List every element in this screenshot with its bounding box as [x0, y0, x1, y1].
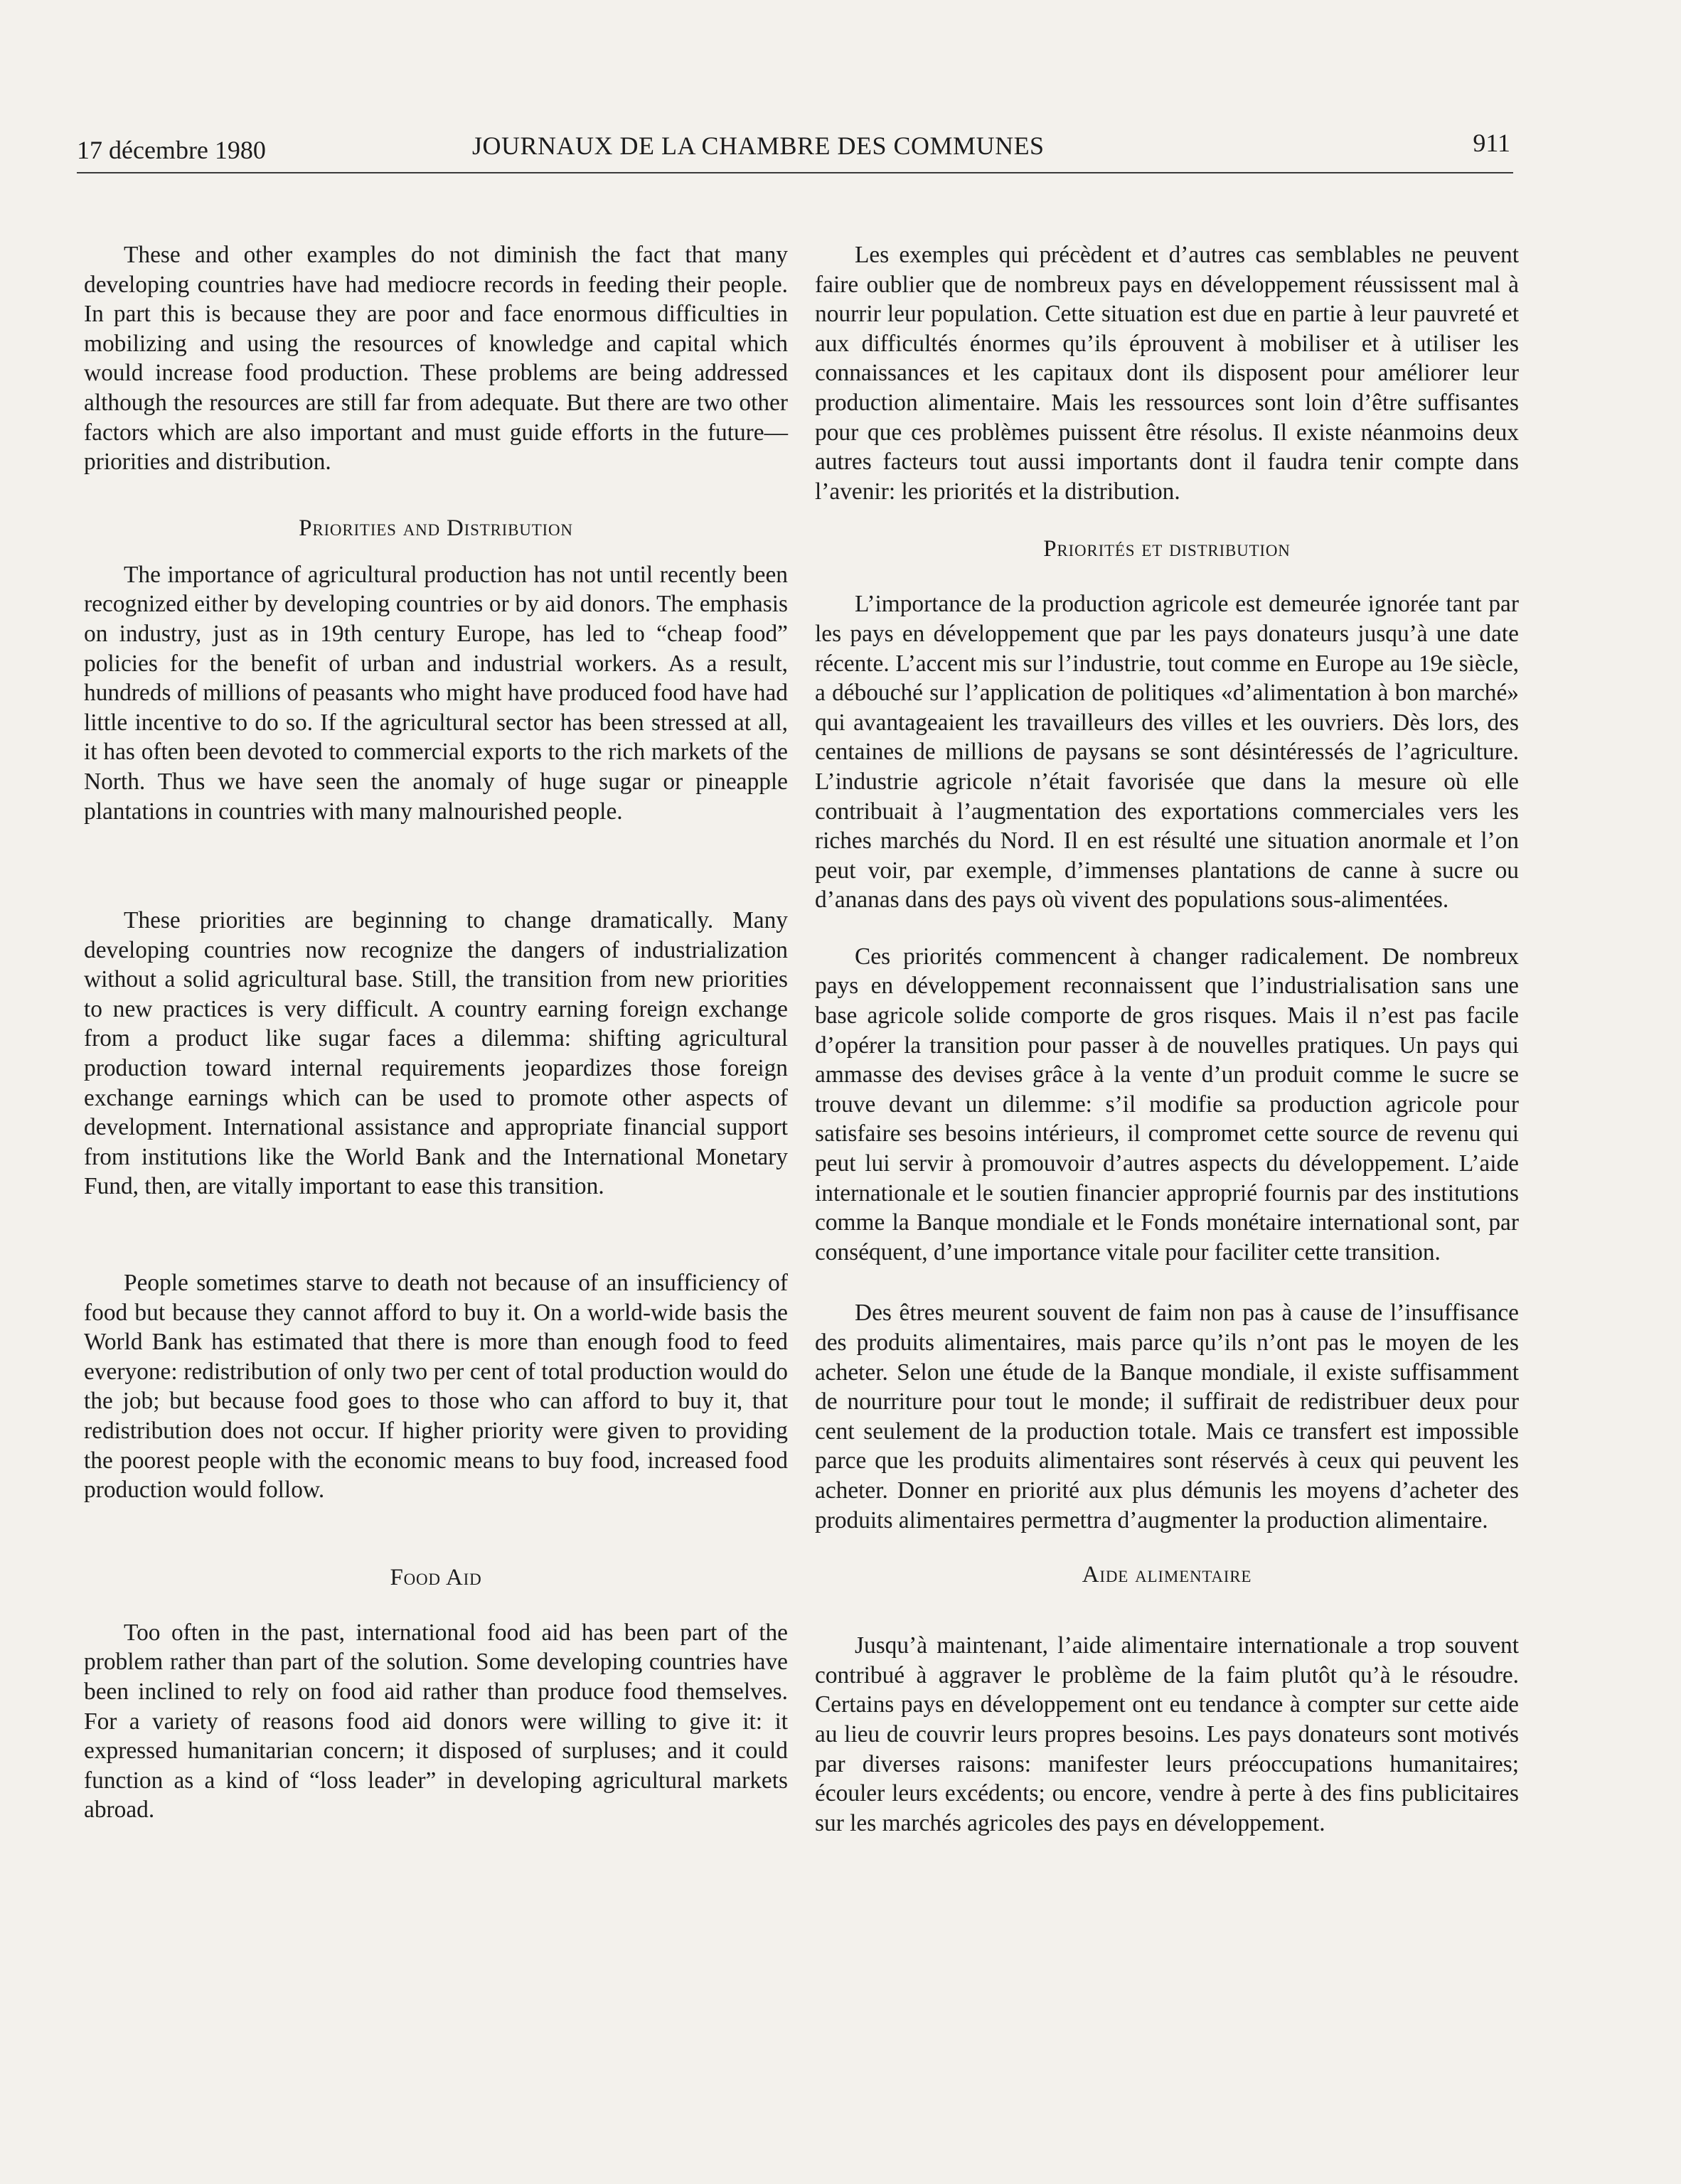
french-paragraph-5: Jusqu’à maintenant, l’aide alimentaire internationale a trop souvent contribué à aggraver le problème de la faim plutôt qu’à le résoudre. Certains pays en développement ont eu tendance à compter sur cette aide au lieu de couvrir leurs propres besoins. Les pays donateurs sont motivés par diverses raisons: manifester leurs préoccupations humanitaires; écouler leurs excédents; ou encore, vendre à perte à des fins publicitaires sur les marchés agricoles des pays en développement.: [815, 1632, 1519, 1836]
french-paragraph-2: L’importance de la production agricole est demeurée ignorée tant par les pays en développement que par les pays donateurs jusqu’à une date récente. L’accent mis sur l’industrie, tout comme en Europe au 19e siècle, a débouché sur l’application de politiques «d’alimentation à bon marché» qui avantageaient les travailleurs des villes et les ouvriers. Dès lors, des centaines de millions de paysans se sont désintéressés de l’agriculture. L’industrie agricole n’était favorisée que dans la mesure où elle contribuait à l’augmentation des exportations commerciales vers les riches marchés du Nord. Il en est résulté une situation anormale et l’on peut voir, par exemple, d’immenses plantations de canne à sucre ou d’ananas dans des pays où vivent des populations sous-alimentées.: [815, 591, 1519, 914]
french-column: [815, 240, 1519, 1838]
english-paragraph-3: These priorities are beginning to change dramatically. Many developing countries now recognize the dangers of industrialization without a solid agricultural base. Still, the transition from new priorities to new practices is very difficult. A country earning foreign exchange from a product like sugar faces a dilemma: shifting agricultural production toward internal requirements jeopardizes those foreign exchange earnings which can be used to promote other aspects of development. International assistance and appropriate financial support from institutions like the World Bank and the International Monetary Fund, then, are vitally important to ease this transition.: [84, 907, 788, 1200]
english-heading-food-aid: Food Aid: [390, 1564, 482, 1590]
journal-title: JOURNAUX DE LA CHAMBRE DES COMMUNES: [472, 132, 1045, 160]
french-heading-aide-alimentaire: Aide alimentaire: [1082, 1562, 1252, 1588]
french-paragraph-1: Les exemples qui précèdent et d’autres cas semblables ne peuvent faire oublier que de nombreux pays en développement réussissent mal à nourrir leur population. Cette situation est due en partie à leur pauvreté et aux difficultés énormes qu’ils éprouvent à mobiliser et à utiliser les connaissances et les capitaux dont ils disposent pour améliorer leur production alimentaire. Mais les ressources sont loin d’être suffisantes pour que ces problèmes puissent être résolus. Il existe néanmoins deux autres facteurs tout aussi importants dont il faudra tenir compte dans l’avenir: les priorités et la distribution.: [815, 242, 1519, 505]
french-paragraph-3: Ces priorités commencent à changer radicalement. De nombreux pays en développement reconnaissent que l’industrialisation sans une base agricole solide comporte de gros risques. Mais il n’est pas facile d’opérer la transition pour passer à de nouvelles pratiques. Un pays qui ammasse des devises grâce à la vente d’un produit comme le sucre se trouve devant un dilemme: s’il modifie sa production agricole pour satisfaire ses besoins intérieurs, il compromet cette source de revenu qui peut lui servir à promouvoir d’autres aspects du développement. L’aide internationale et le soutien financier approprié fournis par des institutions comme la Banque mondiale et le Fonds monétaire international sont, par conséquent, d’une importance vitale pour faciliter cette transition.: [815, 943, 1519, 1265]
english-paragraph-4: People sometimes starve to death not because of an insufficiency of food but because they cannot afford to buy it. On a world-wide basis the World Bank has estimated that there is more than enough food to feed everyone: redistribution of only two per cent of total production would do the job; but because food goes to those who can afford to buy it, that redistribution does not occur. If higher priority were given to providing the poorest people with the economic means to buy food, increased food production would follow.: [84, 1270, 788, 1504]
page-number: 911: [1473, 129, 1510, 157]
english-heading-priorities: Priorities and Distribution: [299, 515, 573, 541]
english-paragraph-1: These and other examples do not diminish the fact that many developing countries have had mediocre records in feeding their people. In part this is because they are poor and face enormous difficulties in mobilizing and using the resources of knowledge and capital which would increase food production. These problems are being addressed although the resources are still far from adequate. But there are two other factors which are also important and must guide efforts in the future—priorities and distribution.: [84, 242, 788, 476]
english-column: [84, 240, 788, 1825]
page-header: [77, 128, 1513, 173]
english-paragraph-2: The importance of agricultural production has not until recently been recognized either by developing countries or by aid donors. The emphasis on industry, just as in 19th century Europe, has led to “cheap food” policies for the benefit of urban and industrial workers. As a result, hundreds of millions of peasants who might have produced food have had little incentive to do so. If the agricultural sector has been stressed at all, it has often been devoted to commercial exports to the rich markets of the North. Thus we have seen the anomaly of huge sugar or pineapple plantations in countries with many malnourished people.: [84, 561, 788, 825]
english-paragraph-5: Too often in the past, international food aid has been part of the problem rather than part of the solution. Some developing countries have been inclined to rely on food aid rather than produce food themselves. For a variety of reasons food aid donors were willing to give it: it expressed humanitarian concern; it disposed of surpluses; and it could function as a kind of “loss leader” in developing agricultural markets abroad.: [84, 1619, 788, 1824]
header-date: 17 décembre 1980: [77, 136, 266, 164]
french-heading-priorites: Priorités et distribution: [1043, 536, 1291, 562]
french-paragraph-4: Des êtres meurent souvent de faim non pas à cause de l’insuffisance des produits alimentaires, mais parce qu’ils n’ont pas le moyen de les acheter. Selon une étude de la Banque mondiale, il existe suffisamment de nourriture pour tout le monde; il suffirait de redistribuer deux pour cent seulement de la production totale. Mais ce transfert est impossible parce que les produits alimentaires sont réservés à ceux qui peuvent les acheter. Donner en priorité aux plus démunis les moyens d’acheter des produits alimentaires permettra d’augmenter la production alimentaire.: [815, 1300, 1519, 1533]
